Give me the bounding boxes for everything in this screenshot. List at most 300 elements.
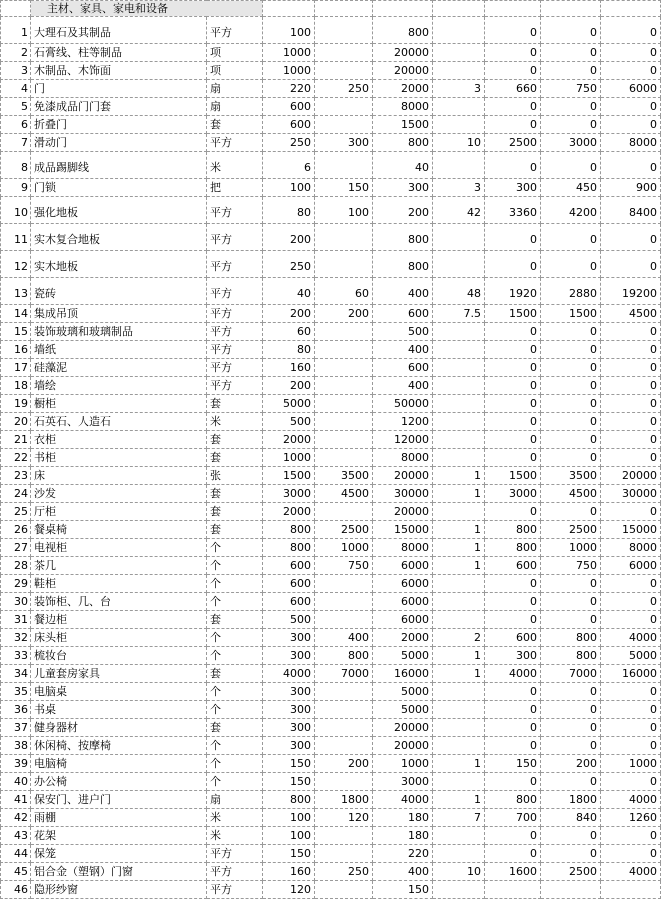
total-mid-cell[interactable]: 0 [541, 503, 601, 521]
item-name-cell[interactable]: 成品踢脚线 [31, 152, 207, 179]
row-number-cell[interactable]: 44 [1, 845, 31, 863]
item-name-cell[interactable]: 沙发 [31, 485, 207, 503]
item-name-cell[interactable]: 隐形纱窗 [31, 881, 207, 899]
item-name-cell[interactable]: 厅柜 [31, 503, 207, 521]
total-high-cell[interactable]: 4500 [601, 305, 661, 323]
price-low-cell[interactable]: 600 [263, 575, 315, 593]
total-high-cell[interactable]: 0 [601, 377, 661, 395]
price-low-cell[interactable]: 220 [263, 80, 315, 98]
item-name-cell[interactable]: 休闲椅、按摩椅 [31, 737, 207, 755]
row-number-cell[interactable]: 32 [1, 629, 31, 647]
total-mid-cell[interactable]: 0 [541, 431, 601, 449]
unit-cell[interactable]: 套 [207, 611, 263, 629]
quantity-cell[interactable] [433, 575, 485, 593]
price-mid-cell[interactable] [315, 359, 373, 377]
quantity-cell[interactable] [433, 413, 485, 431]
row-number-cell[interactable]: 35 [1, 683, 31, 701]
price-low-cell[interactable]: 100 [263, 809, 315, 827]
row-number-cell[interactable]: 26 [1, 521, 31, 539]
total-low-cell[interactable]: 0 [485, 845, 541, 863]
price-high-cell[interactable]: 180 [373, 809, 433, 827]
price-mid-cell[interactable] [315, 224, 373, 251]
total-high-cell[interactable]: 900 [601, 179, 661, 197]
price-low-cell[interactable]: 250 [263, 251, 315, 278]
price-mid-cell[interactable]: 300 [315, 134, 373, 152]
total-low-cell[interactable]: 0 [485, 413, 541, 431]
unit-cell[interactable]: 米 [207, 809, 263, 827]
price-mid-cell[interactable]: 800 [315, 647, 373, 665]
total-mid-cell[interactable]: 0 [541, 17, 601, 44]
unit-cell[interactable]: 个 [207, 737, 263, 755]
total-high-cell[interactable]: 4000 [601, 863, 661, 881]
item-name-cell[interactable]: 书柜 [31, 449, 207, 467]
total-high-cell[interactable]: 0 [601, 431, 661, 449]
quantity-cell[interactable]: 10 [433, 863, 485, 881]
unit-cell[interactable]: 个 [207, 629, 263, 647]
price-low-cell[interactable]: 600 [263, 98, 315, 116]
quantity-cell[interactable] [433, 116, 485, 134]
quantity-cell[interactable] [433, 17, 485, 44]
unit-cell[interactable]: 个 [207, 575, 263, 593]
total-low-cell[interactable]: 0 [485, 62, 541, 80]
price-mid-cell[interactable]: 1000 [315, 539, 373, 557]
row-number-cell[interactable]: 31 [1, 611, 31, 629]
row-number-cell[interactable]: 37 [1, 719, 31, 737]
quantity-cell[interactable] [433, 341, 485, 359]
price-low-cell[interactable]: 600 [263, 593, 315, 611]
price-low-cell[interactable]: 60 [263, 323, 315, 341]
item-name-cell[interactable]: 石英石、人造石 [31, 413, 207, 431]
total-high-cell[interactable]: 0 [601, 44, 661, 62]
total-mid-cell[interactable]: 0 [541, 395, 601, 413]
unit-cell[interactable]: 个 [207, 755, 263, 773]
row-number-cell[interactable]: 41 [1, 791, 31, 809]
total-low-cell[interactable]: 2500 [485, 134, 541, 152]
quantity-cell[interactable] [433, 431, 485, 449]
quantity-cell[interactable]: 3 [433, 179, 485, 197]
item-name-cell[interactable]: 电脑桌 [31, 683, 207, 701]
unit-cell[interactable]: 项 [207, 62, 263, 80]
price-low-cell[interactable]: 80 [263, 197, 315, 224]
quantity-cell[interactable]: 1 [433, 665, 485, 683]
price-mid-cell[interactable] [315, 62, 373, 80]
total-high-cell[interactable]: 20000 [601, 467, 661, 485]
price-low-cell[interactable]: 1000 [263, 62, 315, 80]
total-high-cell[interactable]: 0 [601, 251, 661, 278]
price-mid-cell[interactable] [315, 683, 373, 701]
row-number-cell[interactable]: 12 [1, 251, 31, 278]
total-high-cell[interactable]: 4000 [601, 791, 661, 809]
unit-cell[interactable]: 个 [207, 539, 263, 557]
price-high-cell[interactable]: 50000 [373, 395, 433, 413]
total-low-cell[interactable]: 700 [485, 809, 541, 827]
total-high-cell[interactable]: 8400 [601, 197, 661, 224]
total-mid-cell[interactable]: 0 [541, 845, 601, 863]
price-high-cell[interactable]: 5000 [373, 683, 433, 701]
unit-cell[interactable]: 套 [207, 431, 263, 449]
row-number-cell[interactable]: 39 [1, 755, 31, 773]
total-low-cell[interactable]: 300 [485, 179, 541, 197]
unit-cell[interactable]: 平方 [207, 197, 263, 224]
total-high-cell[interactable]: 0 [601, 683, 661, 701]
item-name-cell[interactable]: 健身器材 [31, 719, 207, 737]
price-high-cell[interactable]: 300 [373, 179, 433, 197]
price-mid-cell[interactable] [315, 17, 373, 44]
price-mid-cell[interactable] [315, 431, 373, 449]
total-mid-cell[interactable]: 1800 [541, 791, 601, 809]
item-name-cell[interactable]: 瓷砖 [31, 278, 207, 305]
price-high-cell[interactable]: 400 [373, 863, 433, 881]
item-name-cell[interactable]: 床头柜 [31, 629, 207, 647]
row-number-cell[interactable]: 40 [1, 773, 31, 791]
price-high-cell[interactable]: 600 [373, 359, 433, 377]
total-high-cell[interactable]: 6000 [601, 557, 661, 575]
total-high-cell[interactable]: 0 [601, 17, 661, 44]
quantity-cell[interactable] [433, 773, 485, 791]
total-mid-cell[interactable]: 0 [541, 152, 601, 179]
quantity-cell[interactable] [433, 683, 485, 701]
total-low-cell[interactable]: 0 [485, 17, 541, 44]
item-name-cell[interactable]: 橱柜 [31, 395, 207, 413]
total-high-cell[interactable]: 1260 [601, 809, 661, 827]
row-number-cell[interactable]: 9 [1, 179, 31, 197]
price-mid-cell[interactable] [315, 251, 373, 278]
total-mid-cell[interactable]: 0 [541, 251, 601, 278]
price-low-cell[interactable]: 200 [263, 377, 315, 395]
total-high-cell[interactable]: 0 [601, 323, 661, 341]
total-low-cell[interactable]: 0 [485, 773, 541, 791]
item-name-cell[interactable]: 铝合金（塑钢）门窗 [31, 863, 207, 881]
quantity-cell[interactable]: 1 [433, 467, 485, 485]
header-blank-cell[interactable] [541, 1, 601, 17]
row-number-cell[interactable]: 7 [1, 134, 31, 152]
total-high-cell[interactable]: 19200 [601, 278, 661, 305]
total-mid-cell[interactable]: 0 [541, 683, 601, 701]
price-high-cell[interactable]: 20000 [373, 467, 433, 485]
price-mid-cell[interactable] [315, 395, 373, 413]
price-high-cell[interactable]: 1500 [373, 116, 433, 134]
row-number-cell[interactable]: 34 [1, 665, 31, 683]
price-mid-cell[interactable] [315, 116, 373, 134]
item-name-cell[interactable]: 装饰玻璃和玻璃制品 [31, 323, 207, 341]
row-number-cell[interactable]: 11 [1, 224, 31, 251]
price-mid-cell[interactable]: 250 [315, 80, 373, 98]
price-mid-cell[interactable] [315, 152, 373, 179]
item-name-cell[interactable]: 墙纸 [31, 341, 207, 359]
quantity-cell[interactable]: 1 [433, 791, 485, 809]
price-high-cell[interactable]: 8000 [373, 539, 433, 557]
price-high-cell[interactable]: 6000 [373, 593, 433, 611]
total-high-cell[interactable]: 0 [601, 503, 661, 521]
price-mid-cell[interactable]: 3500 [315, 467, 373, 485]
price-low-cell[interactable]: 5000 [263, 395, 315, 413]
total-low-cell[interactable]: 3000 [485, 485, 541, 503]
item-name-cell[interactable]: 保笼 [31, 845, 207, 863]
price-mid-cell[interactable]: 1800 [315, 791, 373, 809]
total-low-cell[interactable]: 0 [485, 359, 541, 377]
price-mid-cell[interactable] [315, 611, 373, 629]
unit-cell[interactable]: 平方 [207, 323, 263, 341]
price-low-cell[interactable]: 600 [263, 557, 315, 575]
quantity-cell[interactable] [433, 611, 485, 629]
row-number-cell[interactable]: 33 [1, 647, 31, 665]
total-mid-cell[interactable]: 3500 [541, 467, 601, 485]
row-number-cell[interactable]: 8 [1, 152, 31, 179]
unit-cell[interactable]: 平方 [207, 377, 263, 395]
item-name-cell[interactable]: 墙绘 [31, 377, 207, 395]
item-name-cell[interactable]: 雨棚 [31, 809, 207, 827]
price-high-cell[interactable]: 1200 [373, 413, 433, 431]
row-number-cell[interactable]: 16 [1, 341, 31, 359]
total-mid-cell[interactable]: 0 [541, 323, 601, 341]
unit-cell[interactable]: 个 [207, 701, 263, 719]
price-low-cell[interactable]: 160 [263, 863, 315, 881]
item-name-cell[interactable]: 木制品、木饰面 [31, 62, 207, 80]
unit-cell[interactable]: 平方 [207, 305, 263, 323]
unit-cell[interactable]: 平方 [207, 845, 263, 863]
unit-cell[interactable]: 平方 [207, 863, 263, 881]
total-mid-cell[interactable]: 0 [541, 719, 601, 737]
item-name-cell[interactable]: 滑动门 [31, 134, 207, 152]
item-name-cell[interactable]: 折叠门 [31, 116, 207, 134]
row-number-cell[interactable]: 3 [1, 62, 31, 80]
total-low-cell[interactable]: 800 [485, 791, 541, 809]
unit-cell[interactable]: 把 [207, 179, 263, 197]
unit-cell[interactable]: 套 [207, 116, 263, 134]
price-high-cell[interactable]: 800 [373, 224, 433, 251]
unit-cell[interactable]: 平方 [207, 359, 263, 377]
total-mid-cell[interactable]: 0 [541, 737, 601, 755]
price-low-cell[interactable]: 1000 [263, 449, 315, 467]
quantity-cell[interactable] [433, 593, 485, 611]
total-mid-cell[interactable]: 0 [541, 98, 601, 116]
price-mid-cell[interactable]: 750 [315, 557, 373, 575]
price-high-cell[interactable]: 400 [373, 377, 433, 395]
quantity-cell[interactable]: 1 [433, 557, 485, 575]
total-high-cell[interactable]: 0 [601, 395, 661, 413]
price-low-cell[interactable]: 3000 [263, 485, 315, 503]
price-mid-cell[interactable] [315, 719, 373, 737]
item-name-cell[interactable]: 集成吊顶 [31, 305, 207, 323]
total-mid-cell[interactable]: 0 [541, 773, 601, 791]
total-mid-cell[interactable]: 0 [541, 224, 601, 251]
quantity-cell[interactable]: 1 [433, 521, 485, 539]
quantity-cell[interactable] [433, 359, 485, 377]
price-high-cell[interactable]: 20000 [373, 62, 433, 80]
quantity-cell[interactable] [433, 224, 485, 251]
price-mid-cell[interactable]: 4500 [315, 485, 373, 503]
unit-cell[interactable]: 平方 [207, 134, 263, 152]
total-high-cell[interactable]: 6000 [601, 80, 661, 98]
total-mid-cell[interactable]: 750 [541, 80, 601, 98]
quantity-cell[interactable]: 1 [433, 539, 485, 557]
price-low-cell[interactable]: 300 [263, 683, 315, 701]
quantity-cell[interactable]: 3 [433, 80, 485, 98]
total-low-cell[interactable]: 0 [485, 377, 541, 395]
quantity-cell[interactable] [433, 323, 485, 341]
row-number-cell[interactable]: 30 [1, 593, 31, 611]
total-high-cell[interactable]: 0 [601, 773, 661, 791]
total-mid-cell[interactable]: 1000 [541, 539, 601, 557]
price-high-cell[interactable]: 16000 [373, 665, 433, 683]
total-mid-cell[interactable]: 0 [541, 359, 601, 377]
item-name-cell[interactable]: 床 [31, 467, 207, 485]
item-name-cell[interactable]: 硅藻泥 [31, 359, 207, 377]
price-high-cell[interactable]: 12000 [373, 431, 433, 449]
total-high-cell[interactable]: 4000 [601, 629, 661, 647]
price-mid-cell[interactable] [315, 44, 373, 62]
total-mid-cell[interactable]: 0 [541, 611, 601, 629]
item-name-cell[interactable]: 石膏线、柱等制品 [31, 44, 207, 62]
unit-cell[interactable]: 个 [207, 593, 263, 611]
price-high-cell[interactable]: 6000 [373, 557, 433, 575]
total-low-cell[interactable]: 0 [485, 593, 541, 611]
item-name-cell[interactable]: 强化地板 [31, 197, 207, 224]
total-low-cell[interactable]: 0 [485, 737, 541, 755]
header-blank-cell[interactable] [433, 1, 485, 17]
price-high-cell[interactable]: 3000 [373, 773, 433, 791]
total-mid-cell[interactable]: 0 [541, 593, 601, 611]
row-number-cell[interactable]: 21 [1, 431, 31, 449]
item-name-cell[interactable]: 电视柜 [31, 539, 207, 557]
quantity-cell[interactable] [433, 152, 485, 179]
price-high-cell[interactable]: 150 [373, 881, 433, 899]
unit-cell[interactable]: 套 [207, 503, 263, 521]
price-low-cell[interactable]: 300 [263, 629, 315, 647]
total-low-cell[interactable]: 0 [485, 323, 541, 341]
price-low-cell[interactable]: 200 [263, 224, 315, 251]
price-high-cell[interactable]: 5000 [373, 647, 433, 665]
item-name-cell[interactable]: 餐桌椅 [31, 521, 207, 539]
header-blank-cell[interactable] [263, 1, 315, 17]
unit-cell[interactable]: 扇 [207, 80, 263, 98]
quantity-cell[interactable]: 1 [433, 485, 485, 503]
unit-cell[interactable]: 个 [207, 647, 263, 665]
total-low-cell[interactable]: 800 [485, 539, 541, 557]
row-number-cell[interactable]: 28 [1, 557, 31, 575]
total-low-cell[interactable]: 0 [485, 827, 541, 845]
unit-cell[interactable]: 米 [207, 413, 263, 431]
price-low-cell[interactable]: 150 [263, 773, 315, 791]
total-low-cell[interactable]: 0 [485, 575, 541, 593]
price-mid-cell[interactable]: 120 [315, 809, 373, 827]
row-number-cell[interactable]: 4 [1, 80, 31, 98]
total-high-cell[interactable]: 1000 [601, 755, 661, 773]
total-high-cell[interactable]: 0 [601, 593, 661, 611]
row-number-cell[interactable]: 27 [1, 539, 31, 557]
total-high-cell[interactable]: 0 [601, 827, 661, 845]
item-name-cell[interactable]: 电脑椅 [31, 755, 207, 773]
quantity-cell[interactable] [433, 701, 485, 719]
unit-cell[interactable]: 扇 [207, 791, 263, 809]
quantity-cell[interactable] [433, 44, 485, 62]
unit-cell[interactable]: 套 [207, 449, 263, 467]
total-low-cell[interactable]: 0 [485, 449, 541, 467]
total-low-cell[interactable]: 0 [485, 152, 541, 179]
total-mid-cell[interactable]: 1500 [541, 305, 601, 323]
price-mid-cell[interactable] [315, 503, 373, 521]
quantity-cell[interactable] [433, 719, 485, 737]
header-blank-cell[interactable] [315, 1, 373, 17]
price-high-cell[interactable]: 600 [373, 305, 433, 323]
item-name-cell[interactable]: 儿童套房家具 [31, 665, 207, 683]
total-low-cell[interactable]: 0 [485, 503, 541, 521]
price-mid-cell[interactable]: 250 [315, 863, 373, 881]
total-high-cell[interactable]: 0 [601, 701, 661, 719]
quantity-cell[interactable]: 7.5 [433, 305, 485, 323]
price-high-cell[interactable]: 6000 [373, 611, 433, 629]
price-mid-cell[interactable] [315, 575, 373, 593]
price-high-cell[interactable]: 220 [373, 845, 433, 863]
total-mid-cell[interactable]: 0 [541, 377, 601, 395]
quantity-cell[interactable]: 1 [433, 647, 485, 665]
total-low-cell[interactable]: 800 [485, 521, 541, 539]
price-high-cell[interactable]: 40 [373, 152, 433, 179]
item-name-cell[interactable]: 花架 [31, 827, 207, 845]
item-name-cell[interactable]: 餐边柜 [31, 611, 207, 629]
unit-cell[interactable]: 项 [207, 44, 263, 62]
total-high-cell[interactable]: 0 [601, 737, 661, 755]
price-low-cell[interactable]: 80 [263, 341, 315, 359]
unit-cell[interactable]: 米 [207, 152, 263, 179]
total-low-cell[interactable]: 1920 [485, 278, 541, 305]
item-name-cell[interactable]: 实木复合地板 [31, 224, 207, 251]
price-low-cell[interactable]: 300 [263, 647, 315, 665]
quantity-cell[interactable]: 42 [433, 197, 485, 224]
price-low-cell[interactable]: 2000 [263, 503, 315, 521]
item-name-cell[interactable]: 实木地板 [31, 251, 207, 278]
total-mid-cell[interactable]: 3000 [541, 134, 601, 152]
price-mid-cell[interactable] [315, 323, 373, 341]
total-mid-cell[interactable]: 0 [541, 449, 601, 467]
price-low-cell[interactable]: 800 [263, 539, 315, 557]
price-high-cell[interactable]: 800 [373, 251, 433, 278]
price-mid-cell[interactable] [315, 377, 373, 395]
price-high-cell[interactable]: 2000 [373, 629, 433, 647]
price-low-cell[interactable]: 160 [263, 359, 315, 377]
price-low-cell[interactable]: 200 [263, 305, 315, 323]
total-low-cell[interactable]: 0 [485, 341, 541, 359]
unit-cell[interactable]: 张 [207, 467, 263, 485]
quantity-cell[interactable]: 2 [433, 629, 485, 647]
total-high-cell[interactable]: 0 [601, 449, 661, 467]
row-number-cell[interactable]: 22 [1, 449, 31, 467]
total-high-cell[interactable] [601, 881, 661, 899]
quantity-cell[interactable] [433, 503, 485, 521]
total-low-cell[interactable]: 0 [485, 116, 541, 134]
unit-cell[interactable]: 扇 [207, 98, 263, 116]
section-title[interactable]: 主材、家具、家电和设备 [31, 1, 263, 17]
total-low-cell[interactable]: 660 [485, 80, 541, 98]
item-name-cell[interactable]: 书桌 [31, 701, 207, 719]
price-low-cell[interactable]: 300 [263, 737, 315, 755]
price-high-cell[interactable]: 800 [373, 134, 433, 152]
price-mid-cell[interactable] [315, 449, 373, 467]
row-number-cell[interactable]: 15 [1, 323, 31, 341]
price-low-cell[interactable]: 500 [263, 611, 315, 629]
item-name-cell[interactable]: 门 [31, 80, 207, 98]
price-mid-cell[interactable]: 400 [315, 629, 373, 647]
unit-cell[interactable]: 个 [207, 683, 263, 701]
total-low-cell[interactable]: 600 [485, 629, 541, 647]
price-low-cell[interactable]: 6 [263, 152, 315, 179]
row-number-cell[interactable]: 36 [1, 701, 31, 719]
total-mid-cell[interactable]: 800 [541, 629, 601, 647]
row-number-cell[interactable]: 13 [1, 278, 31, 305]
price-mid-cell[interactable] [315, 845, 373, 863]
unit-cell[interactable]: 套 [207, 485, 263, 503]
total-low-cell[interactable]: 0 [485, 701, 541, 719]
